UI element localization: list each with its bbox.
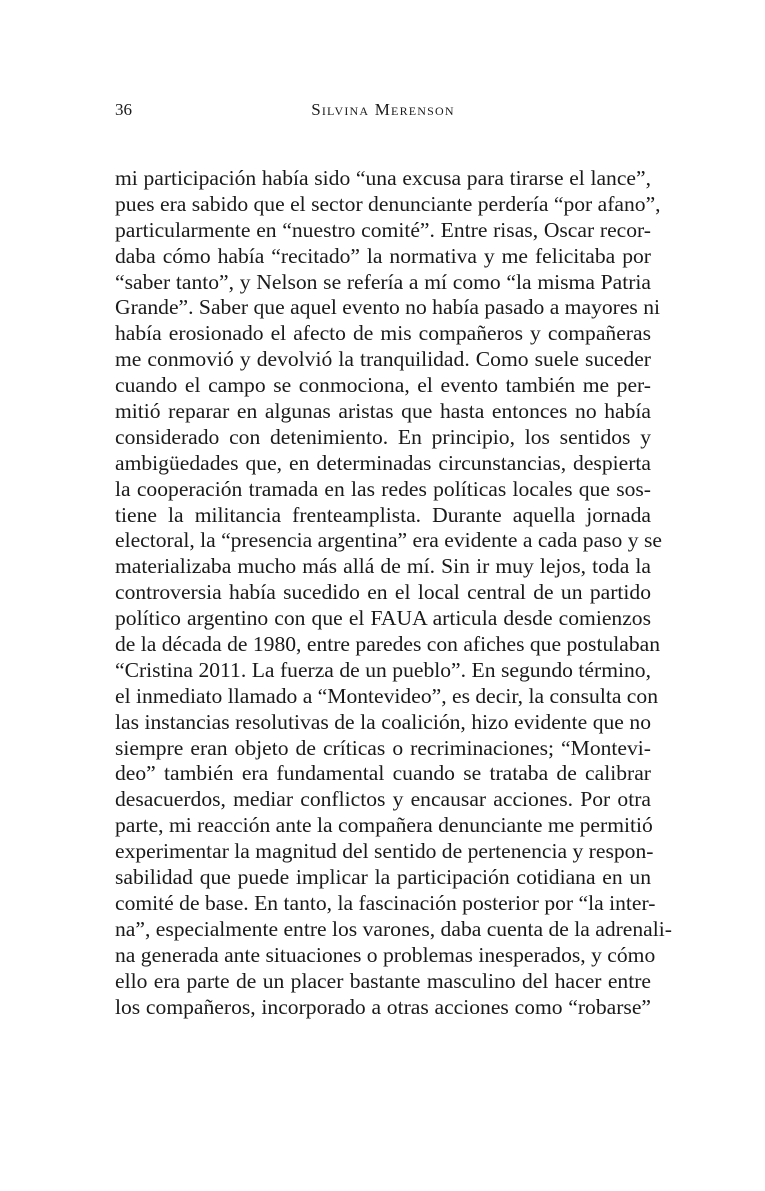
text-line: daba cómo había “recitado” la normativa y me felicitaba por: [115, 243, 651, 268]
running-title: Silvina Merenson: [311, 100, 455, 119]
text-line: las instancias resolutivas de la coalición, hizo evidente que no: [115, 709, 651, 734]
text-line: electoral, la “presencia argentina” era evidente a cada paso y se: [115, 528, 662, 553]
text-line: sabilidad que puede implicar la participación cotidiana en un: [115, 865, 651, 890]
text-line: político argentino con que el FAUA articula desde comienzos: [115, 606, 651, 631]
text-line: el inmediato llamado a “Montevideo”, es decir, la consulta con: [115, 683, 658, 708]
text-line: tiene la militancia frenteamplista. Durante aquella jornada: [115, 502, 651, 527]
text-line: pues era sabido que el sector denunciante perdería “por afano”,: [115, 191, 661, 216]
text-line: desacuerdos, mediar conflictos y encausar acciones. Por otra: [115, 787, 651, 812]
text-line: na generada ante situaciones o problemas inesperados, y cómo: [115, 942, 656, 967]
text-line: de la década de 1980, entre paredes con afiches que postulaban: [115, 632, 660, 657]
page-number: 36: [115, 100, 132, 119]
text-line: me conmovió y devolvió la tranquilidad. Como suele suceder: [115, 347, 651, 372]
body-paragraph: [115, 166, 672, 1020]
text-line: deo” también era fundamental cuando se trataba de calibrar: [115, 761, 651, 786]
text-line: na”, especialmente entre los varones, daba cuenta de la adrenali-: [115, 916, 672, 941]
text-line: controversia había sucedido en el local central de un partido: [115, 580, 651, 605]
text-line: “Cristina 2011. La fuerza de un pueblo”. En segundo término,: [115, 657, 651, 682]
text-line: los compañeros, incorporado a otras acciones como “robarse”: [115, 994, 651, 1019]
text-line: Grande”. Saber que aquel evento no había pasado a mayores ni: [115, 295, 661, 320]
text-line: mi participación había sido “una excusa para tirarse el lance”,: [115, 166, 651, 190]
text-line: mitió reparar en algunas aristas que hasta entonces no había: [115, 399, 651, 424]
text-line: considerado con detenimiento. En principio, los sentidos y: [115, 424, 651, 449]
text-line: “saber tanto”, y Nelson se refería a mí como “la misma Patria: [115, 269, 651, 294]
text-line: ello era parte de un placer bastante masculino del hacer entre: [115, 968, 651, 993]
text-line: materializaba mucho más allá de mí. Sin ir muy lejos, toda la: [115, 554, 651, 579]
text-line: siempre eran objeto de críticas o recriminaciones; “Montevi-: [115, 735, 651, 760]
text-line: comité de base. En tanto, la fascinación posterior por “la inter-: [115, 890, 656, 915]
text-line: la cooperación tramada en las redes políticas locales que sos-: [115, 476, 651, 501]
text-line: parte, mi reacción ante la compañera denunciante me permitió: [115, 813, 653, 838]
text-line: experimentar la magnitud del sentido de pertenencia y respon-: [115, 839, 654, 864]
text-line: ambigüedades que, en determinadas circunstancias, despierta: [115, 450, 651, 475]
running-head: [115, 99, 651, 121]
text-line: había erosionado el afecto de mis compañeros y compañeras: [115, 321, 651, 346]
text-line: particularmente en “nuestro comité”. Entre risas, Oscar recor-: [115, 217, 651, 242]
text-line: cuando el campo se conmociona, el evento también me per-: [115, 373, 651, 398]
